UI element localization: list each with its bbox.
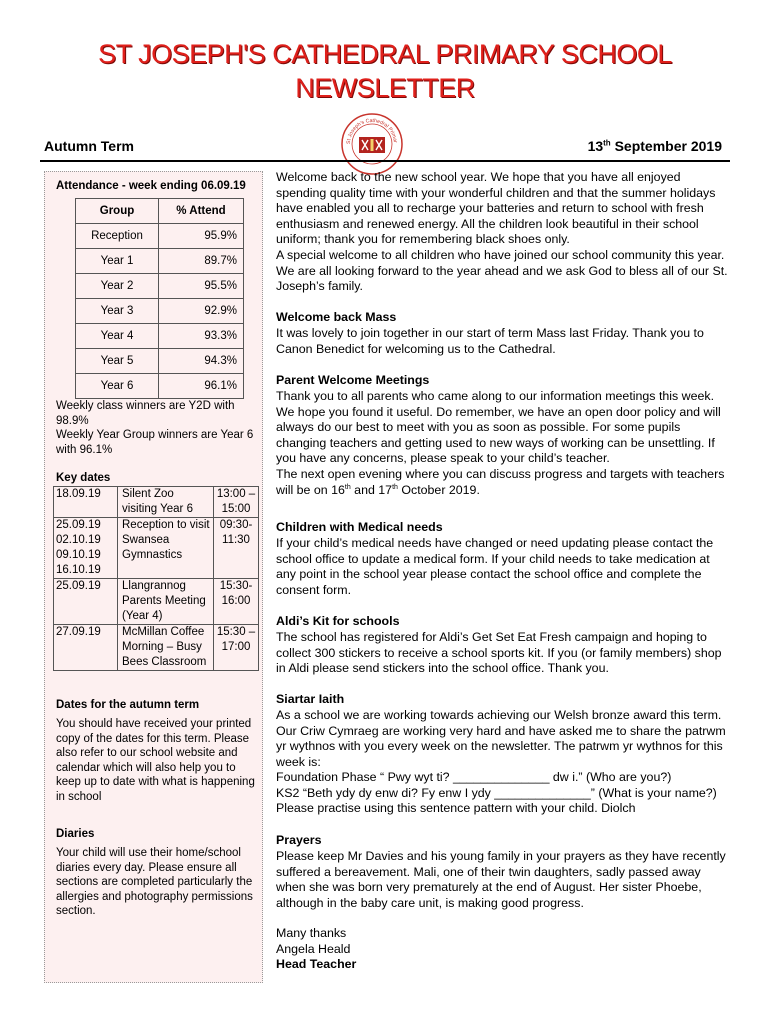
newsletter-title-line1: ST JOSEPH'S CATHEDRAL PRIMARY SCHOOL [98,39,672,69]
signature-name: Angela Heald [276,942,351,956]
table-cell: 94.3% [159,349,244,374]
table-row [76,299,244,324]
table-cell: 15:30-16:00 [214,579,259,625]
table-cell: 96.1% [159,374,244,399]
table-cell: 09:30-11:30 [214,518,259,579]
table-cell: Silent Zoo visiting Year 6 [118,487,214,518]
dates-heading: Dates for the autumn term [56,699,200,711]
table-cell: 13:00 – 15:00 [214,487,259,518]
table-header: Group [76,199,159,224]
table-cell: 92.9% [159,299,244,324]
table-cell: 25.09.19 [54,579,118,625]
table-cell: 95.5% [159,274,244,299]
table-row [54,518,259,579]
table-row [54,487,259,518]
table-cell: Year 2 [76,274,159,299]
attendance-heading: Attendance - week ending 06.09.19 [56,180,246,192]
siartar-foundation-phase: Foundation Phase “ Pwy wyt ti? ______________ dw i.” (Who are you?) [276,770,672,784]
aldi-heading: Aldi’s Kit for schools [276,614,400,628]
newsletter-date: 13th September 2019 [587,138,722,154]
parent-meetings-heading: Parent Welcome Meetings [276,373,430,387]
medical-heading: Children with Medical needs [276,520,443,534]
table-row [76,324,244,349]
aldi-text: The school has registered for Aldi’s Get Set Eat Fresh campaign and hoping to collect 300 stickers to receive a school sports kit. If you (or family members) shop in Aldi please send stickers into the school office. Thank you. [276,630,722,675]
welcome-paragraph-2: A special welcome to all children who have joined our school community this year. We are all looking forward to the year ahead and we ask God to bless all of our St. Joseph’s family. [276,248,728,293]
sidebar-panel [44,171,263,983]
siartar-ks2: KS2 “Beth ydy dy enw di? Fy enw I ydy ______________” (What is your name?) [276,786,717,800]
table-cell: 93.3% [159,324,244,349]
welcome-paragraph: Welcome back to the new school year. We hope that you have all enjoyed spending quality time with your wonderful children and that the summer holidays have enabled you all to recharge your batteries and return to school with fresh enthusiasm and renewed energy. All the children look beautiful in their school uniform; thank you for remembering black shoes only. [276,170,716,246]
table-row [76,274,244,299]
dates-text: You should have received your printed copy of the dates for this term. Please also refer to our school website and calendar which will also help you to keep up to date with what is happening in school [56,718,255,803]
mass-text: It was lovely to join together in our start of term Mass last Friday. Thank you to Canon Benedict for welcoming us to the Cathedral. [276,326,704,356]
table-cell: Reception to visit Swansea Gymnastics [118,518,214,579]
medical-text: If your child’s medical needs have changed or need updating please contact the school office to update a medical form. If your child needs to take medication at any point in the school year please contact the school office and complete the consent form. [276,536,714,597]
diaries-text: Your child will use their home/school diaries every day. Please ensure all sections are completed particularly the allergies and photography permissions section. [56,847,253,917]
term-label: Autumn Term [44,138,134,154]
table-row [76,374,244,399]
table-row [76,224,244,249]
table-row [54,625,259,671]
table-header: % Attend [159,199,244,224]
header-rule [40,160,730,162]
table-cell: Year 5 [76,349,159,374]
open-evening-text: The next open evening where you can discuss progress and targets with teachers will be on 16th and 17th October 2019. [276,467,725,497]
mass-heading: Welcome back Mass [276,310,397,324]
key-dates-table [53,486,259,671]
table-cell: Year 3 [76,299,159,324]
table-cell: Reception [76,224,159,249]
prayers-heading: Prayers [276,833,322,847]
newsletter-title-line2: NEWSLETTER [295,73,475,103]
table-cell: 89.7% [159,249,244,274]
svg-text:St Joseph's Cathedral Primary: St Joseph's Cathedral Primar [345,117,398,145]
key-dates-heading: Key dates [56,472,111,484]
table-cell: 95.9% [159,224,244,249]
table-cell: 18.09.19 [54,487,118,518]
table-cell: 27.09.19 [54,625,118,671]
table-cell: McMillan Coffee Morning – Busy Bees Classroom [118,625,214,671]
table-row [54,579,259,625]
signature-role: Head Teacher [276,957,357,971]
parent-meetings-text: Thank you to all parents who came along to our information meetings this week. We hope you found it useful. Do remember, we have an open door policy and will always do our best to meet with you as soon as possible. For some pupils changing teachers and getting used to new ways of working can be unsettling. If you have any concerns, please speak to your child’s teacher. [276,389,721,465]
table-cell: 25.09.19 02.10.19 09.10.19 16.10.19 [54,518,118,579]
weekly-class-winners: Weekly class winners are Y2D with 98.9% [56,400,235,427]
table-row [76,349,244,374]
siartar-practise: Please practise using this sentence pattern with your child. Diolch [276,801,636,815]
diaries-heading: Diaries [56,828,95,840]
attendance-table [75,198,244,399]
signoff: Many thanks [276,926,347,940]
school-crest-logo [340,112,404,176]
siartar-text: As a school we are working towards achieving our Welsh bronze award this term. Our Criw Cymraeg are working very hard and have asked me to share the patrwm yr wythnos with you every week on the newsletter. The patrwm yr wythnos for this week is: [276,708,726,769]
table-row [76,249,244,274]
table-cell: Llangrannog Parents Meeting (Year 4) [118,579,214,625]
table-row [76,199,244,224]
table-cell: Year 4 [76,324,159,349]
siartar-heading: Siartar Iaith [276,692,345,706]
prayers-text: Please keep Mr Davies and his young family in your prayers as they have recently suffered a bereavement. Mali, one of their twin daughters, sadly passed away when she was born very prematurely at the end of August. Her sister Phoebe, although in the baby care unit, is making good progress. [276,849,726,910]
table-cell: 15:30 – 17:00 [214,625,259,671]
weekly-group-winners: Weekly Year Group winners are Year 6 with 96.1% [56,429,254,456]
table-cell: Year 6 [76,374,159,399]
table-cell: Year 1 [76,249,159,274]
